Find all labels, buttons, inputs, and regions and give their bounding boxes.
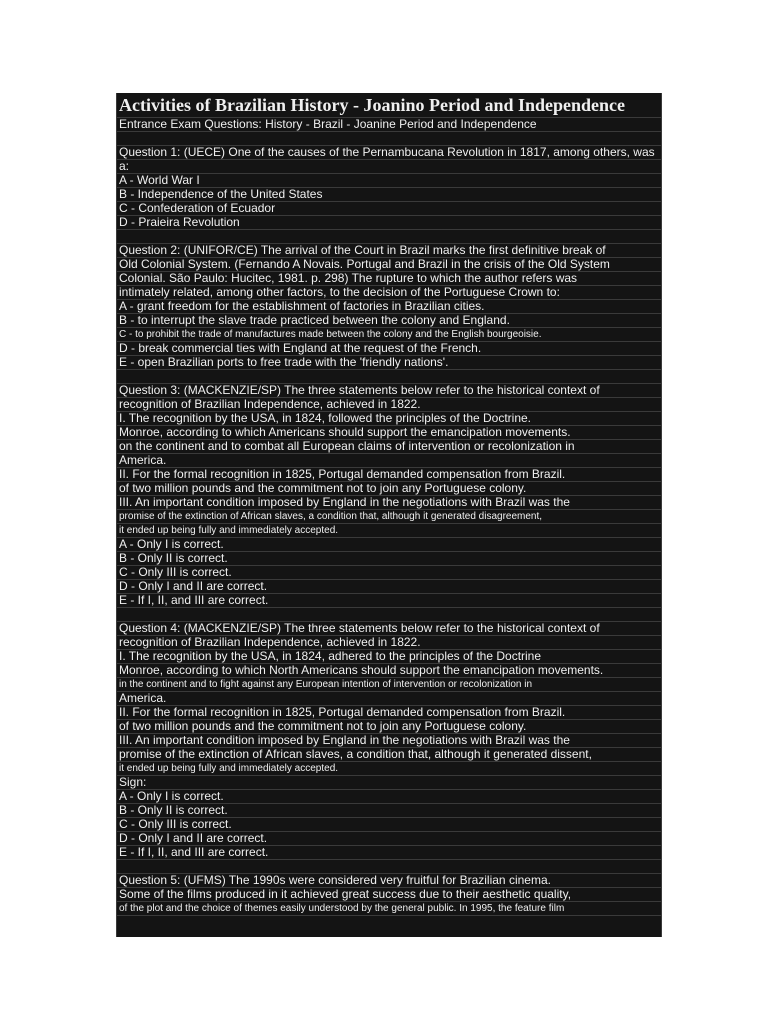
text-line: Old Colonial System. (Fernando A Novais. Portugal and Brazil in the crisis of the Old System	[117, 258, 661, 272]
text-line: Question 3: (MACKENZIE/SP) The three statements below refer to the historical context of	[117, 384, 661, 398]
text-line: D - break commercial ties with England at the request of the French.	[117, 342, 661, 356]
text-line: E - open Brazilian ports to free trade with the 'friendly nations'.	[117, 356, 661, 370]
text-line: C - to prohibit the trade of manufactures made between the colony and the English bourgeoisie.	[117, 328, 661, 342]
text-line: of two million pounds and the commitment not to join any Portuguese colony.	[117, 482, 661, 496]
text-line: A - World War I	[117, 174, 661, 188]
text-line: America.	[117, 692, 661, 706]
text-line: Colonial. São Paulo: Hucitec, 1981. p. 298) The rupture to which the author refers was	[117, 272, 661, 286]
text-line: II. For the formal recognition in 1825, Portugal demanded compensation from Brazil.	[117, 706, 661, 720]
text-line: C - Confederation of Ecuador	[117, 202, 661, 216]
text-line: E - If I, II, and III are correct.	[117, 594, 661, 608]
text-line: Question 4: (MACKENZIE/SP) The three statements below refer to the historical context of	[117, 622, 661, 636]
text-line: intimately related, among other factors, to the decision of the Portuguese Crown to:	[117, 286, 661, 300]
text-line: A - grant freedom for the establishment of factories in Brazilian cities.	[117, 300, 661, 314]
text-line: II. For the formal recognition in 1825, Portugal demanded compensation from Brazil.	[117, 468, 661, 482]
text-line: B - to interrupt the slave trade practiced between the colony and England.	[117, 314, 661, 328]
text-line: America.	[117, 454, 661, 468]
text-line: III. An important condition imposed by England in the negotiations with Brazil was the	[117, 734, 661, 748]
text-line: B - Only II is correct.	[117, 552, 661, 566]
text-line: C - Only III is correct.	[117, 818, 661, 832]
text-line: A - Only I is correct.	[117, 538, 661, 552]
spacer-row	[117, 132, 661, 146]
text-line: it ended up being fully and immediately accepted.	[117, 762, 661, 776]
text-line: Some of the films produced in it achieved great success due to their aesthetic quality,	[117, 888, 661, 902]
text-line: D - Praieira Revolution	[117, 216, 661, 230]
text-line: A - Only I is correct.	[117, 790, 661, 804]
text-line: Monroe, according to which North Americans should support the emancipation movements.	[117, 664, 661, 678]
text-line: C - Only III is correct.	[117, 566, 661, 580]
text-line: promise of the extinction of African slaves, a condition that, although it generated disagreement,	[117, 510, 661, 524]
text-line: Sign:	[117, 776, 661, 790]
text-line: D - Only I and II are correct.	[117, 832, 661, 846]
spacer-row	[117, 860, 661, 874]
text-line: I. The recognition by the USA, in 1824, followed the principles of the Doctrine.	[117, 412, 661, 426]
text-line: D - Only I and II are correct.	[117, 580, 661, 594]
text-line: on the continent and to combat all European claims of intervention or recolonization in	[117, 440, 661, 454]
text-line: of the plot and the choice of themes easily understood by the general public. In 1995, the feature film	[117, 902, 661, 916]
text-line: E - If I, II, and III are correct.	[117, 846, 661, 860]
text-line: a:	[117, 160, 661, 174]
text-line: III. An important condition imposed by England in the negotiations with Brazil was the	[117, 496, 661, 510]
text-line: of two million pounds and the commitment not to join any Portuguese colony.	[117, 720, 661, 734]
document-title: Activities of Brazilian History - Joanino Period and Independence	[117, 93, 661, 118]
document-subtitle: Entrance Exam Questions: History - Brazil - Joanine Period and Independence	[117, 118, 661, 132]
text-line: B - Independence of the United States	[117, 188, 661, 202]
text-line: Question 2: (UNIFOR/CE) The arrival of the Court in Brazil marks the first definitive break of	[117, 244, 661, 258]
question-list	[117, 132, 661, 916]
text-line: recognition of Brazilian Independence, achieved in 1822.	[117, 636, 661, 650]
text-line: Question 1: (UECE) One of the causes of the Pernambucana Revolution in 1817, among others, was	[117, 146, 661, 160]
text-line: B - Only II is correct.	[117, 804, 661, 818]
spacer-row	[117, 230, 661, 244]
text-line: it ended up being fully and immediately accepted.	[117, 524, 661, 538]
text-line: promise of the extinction of African slaves, a condition that, although it generated dissent,	[117, 748, 661, 762]
text-line: in the continent and to fight against any European intention of intervention or recolonization in	[117, 678, 661, 692]
text-line: Monroe, according to which Americans should support the emancipation movements.	[117, 426, 661, 440]
spacer-row	[117, 608, 661, 622]
text-line: recognition of Brazilian Independence, achieved in 1822.	[117, 398, 661, 412]
document-sheet	[116, 93, 662, 937]
text-line: I. The recognition by the USA, in 1824, adhered to the principles of the Doctrine	[117, 650, 661, 664]
spacer-row	[117, 370, 661, 384]
text-line: Question 5: (UFMS) The 1990s were considered very fruitful for Brazilian cinema.	[117, 874, 661, 888]
